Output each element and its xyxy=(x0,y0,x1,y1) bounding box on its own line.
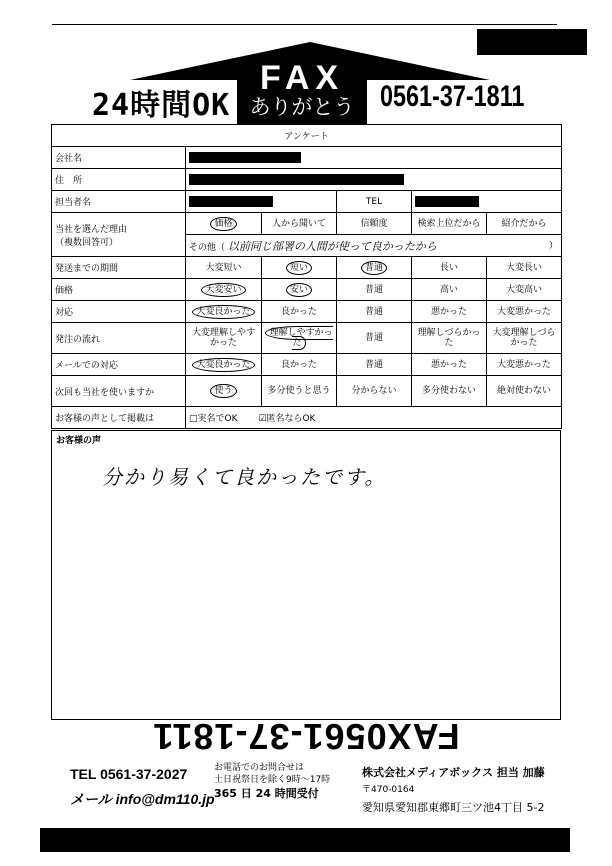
order-flow-opt-2-label: 理解しやすかった xyxy=(265,326,332,350)
footer-hours-line2: 土日祝祭日を除く9時〜17時 xyxy=(214,775,331,785)
order-flow-opt-2[interactable] xyxy=(262,323,337,354)
fax-subtitle: ありがとう xyxy=(249,95,355,119)
row-publish xyxy=(52,407,562,429)
row-price xyxy=(52,279,562,301)
reason-option-referral-heard[interactable]: 人から聞いて xyxy=(262,213,337,235)
reason-other-text: 以前同じ部署の人間が使って良かったから xyxy=(227,239,437,253)
customer-voice-box[interactable] xyxy=(51,430,561,720)
email-service-opt-5[interactable]: 大変悪かった xyxy=(487,354,562,376)
service-label: 対応 xyxy=(52,301,186,323)
footer-hours-line1: お電話でのお問合せは xyxy=(214,763,305,773)
tel-label: TEL xyxy=(337,191,412,213)
price-opt-2[interactable] xyxy=(262,279,337,301)
email-service-opt-3[interactable]: 普通 xyxy=(337,354,412,376)
email-service-label: メールでの対応 xyxy=(52,354,186,376)
header-24h-text: 24時間OK xyxy=(92,88,231,123)
shipping-opt-2[interactable] xyxy=(262,257,337,279)
footer-mail: メール info@dm110.jp xyxy=(70,791,215,807)
reason-option-introduction[interactable]: 紹介だから xyxy=(487,213,562,235)
publish-real-name-checkbox[interactable]: □実名でOK xyxy=(189,414,238,424)
reason-option-price-label: 価格 xyxy=(210,217,236,231)
footer-postal: 〒470-0164 xyxy=(362,785,415,795)
price-opt-3[interactable]: 普通 xyxy=(337,279,412,301)
order-flow-opt-4[interactable]: 理解しづらかった xyxy=(412,323,487,354)
shipping-opt-5[interactable]: 大変長い xyxy=(487,257,562,279)
row-order-flow xyxy=(52,323,562,354)
footer-address: 愛知県愛知郡東郷町三ツ池4丁目 5-2 xyxy=(362,801,545,814)
row-next-time xyxy=(52,376,562,407)
next-time-opt-5[interactable]: 絶対使わない xyxy=(487,376,562,407)
email-service-opt-4[interactable]: 悪かった xyxy=(412,354,487,376)
next-time-opt-1-label: 使う xyxy=(210,384,236,398)
price-opt-2-label: 安い xyxy=(286,283,312,297)
customer-voice-text: 分かり易くて良かったです。 xyxy=(102,465,387,489)
footer-hours-line3: 365 日 24 時間受付 xyxy=(214,787,319,800)
service-opt-1-label: 大変良かった xyxy=(192,305,254,319)
redacted-block-top xyxy=(477,29,587,55)
next-time-opt-2[interactable]: 多分使うと思う xyxy=(262,376,337,407)
service-opt-2[interactable]: 良かった xyxy=(262,301,337,323)
reason-other-suffix: ） xyxy=(548,240,558,251)
footer-fax-number-inverted: FAX0561-37-1811 xyxy=(152,716,460,757)
redacted-person xyxy=(189,196,273,207)
service-opt-5[interactable]: 大変悪かった xyxy=(487,301,562,323)
tel-field[interactable] xyxy=(412,191,562,213)
price-opt-5[interactable]: 大変高い xyxy=(487,279,562,301)
row-service xyxy=(52,301,562,323)
header-fax-number: 0561-37-1811 xyxy=(380,80,525,113)
footer-company: 株式会社メディアボックス 担当 加藤 xyxy=(362,766,545,779)
top-rule xyxy=(52,24,557,25)
survey-title: アンケート xyxy=(52,125,562,147)
service-opt-4[interactable]: 悪かった xyxy=(412,301,487,323)
next-time-opt-1[interactable] xyxy=(186,376,262,407)
address-field[interactable] xyxy=(186,169,562,191)
shipping-opt-3-label: 普通 xyxy=(361,261,387,275)
redacted-block-bottom xyxy=(40,828,570,852)
shipping-opt-2-label: 短い xyxy=(286,261,312,275)
footer-company-info xyxy=(362,764,545,815)
reason-option-price[interactable] xyxy=(186,213,262,235)
order-flow-opt-5[interactable]: 大変理解しづらかった xyxy=(487,323,562,354)
reason-option-search[interactable]: 検索上位だから xyxy=(412,213,487,235)
next-time-opt-3[interactable]: 分からない xyxy=(337,376,412,407)
email-service-opt-1-label: 大変良かった xyxy=(192,358,254,372)
email-service-opt-1[interactable] xyxy=(186,354,262,376)
shipping-label: 発送までの期間 xyxy=(52,257,186,279)
order-flow-opt-3[interactable]: 普通 xyxy=(337,323,412,354)
customer-voice-label: お客様の声 xyxy=(56,436,102,446)
address-label: 住 所 xyxy=(52,169,186,191)
price-label: 価格 xyxy=(52,279,186,301)
order-flow-label: 発注の流れ xyxy=(52,323,186,354)
next-time-opt-4[interactable]: 多分使わない xyxy=(412,376,487,407)
redacted-tel xyxy=(415,196,479,207)
publish-anonymous-checkbox[interactable]: ☑匿名ならOK xyxy=(258,414,316,424)
row-email-service xyxy=(52,354,562,376)
reason-label-line2: （複数回答可） xyxy=(55,237,119,248)
price-opt-4[interactable]: 高い xyxy=(412,279,487,301)
reason-option-trust[interactable]: 信頼度 xyxy=(337,213,412,235)
reason-label xyxy=(52,213,186,257)
person-label: 担当者名 xyxy=(52,191,186,213)
company-field[interactable] xyxy=(186,147,562,169)
redacted-address xyxy=(189,174,404,185)
reason-label-line1: 当社を選んだ理由 xyxy=(55,224,128,235)
footer-tel: TEL 0561-37-2027 xyxy=(70,766,188,782)
next-time-label: 次回も当社を使いますか xyxy=(52,376,186,407)
order-flow-opt-1[interactable]: 大変理解しやすかった xyxy=(186,323,262,354)
price-opt-1[interactable] xyxy=(186,279,262,301)
reason-other-row[interactable] xyxy=(186,235,562,257)
service-opt-1[interactable] xyxy=(186,301,262,323)
shipping-opt-4[interactable]: 長い xyxy=(412,257,487,279)
redacted-company xyxy=(189,152,301,163)
price-opt-1-label: 大変安い xyxy=(201,283,245,297)
person-field[interactable] xyxy=(186,191,337,213)
footer-hours xyxy=(214,762,330,800)
shipping-opt-3[interactable] xyxy=(337,257,412,279)
publish-label: お客様の声として掲載は xyxy=(52,407,186,429)
service-opt-3[interactable]: 普通 xyxy=(337,301,412,323)
shipping-opt-1[interactable]: 大変短い xyxy=(186,257,262,279)
fax-badge xyxy=(237,59,367,124)
survey-table xyxy=(51,124,562,429)
fax-title: FAX xyxy=(259,59,345,97)
row-shipping-period xyxy=(52,257,562,279)
reason-other-prefix: その他（ xyxy=(189,242,226,253)
email-service-opt-2[interactable]: 良かった xyxy=(262,354,337,376)
company-label: 会社名 xyxy=(52,147,186,169)
publish-options xyxy=(186,407,562,429)
